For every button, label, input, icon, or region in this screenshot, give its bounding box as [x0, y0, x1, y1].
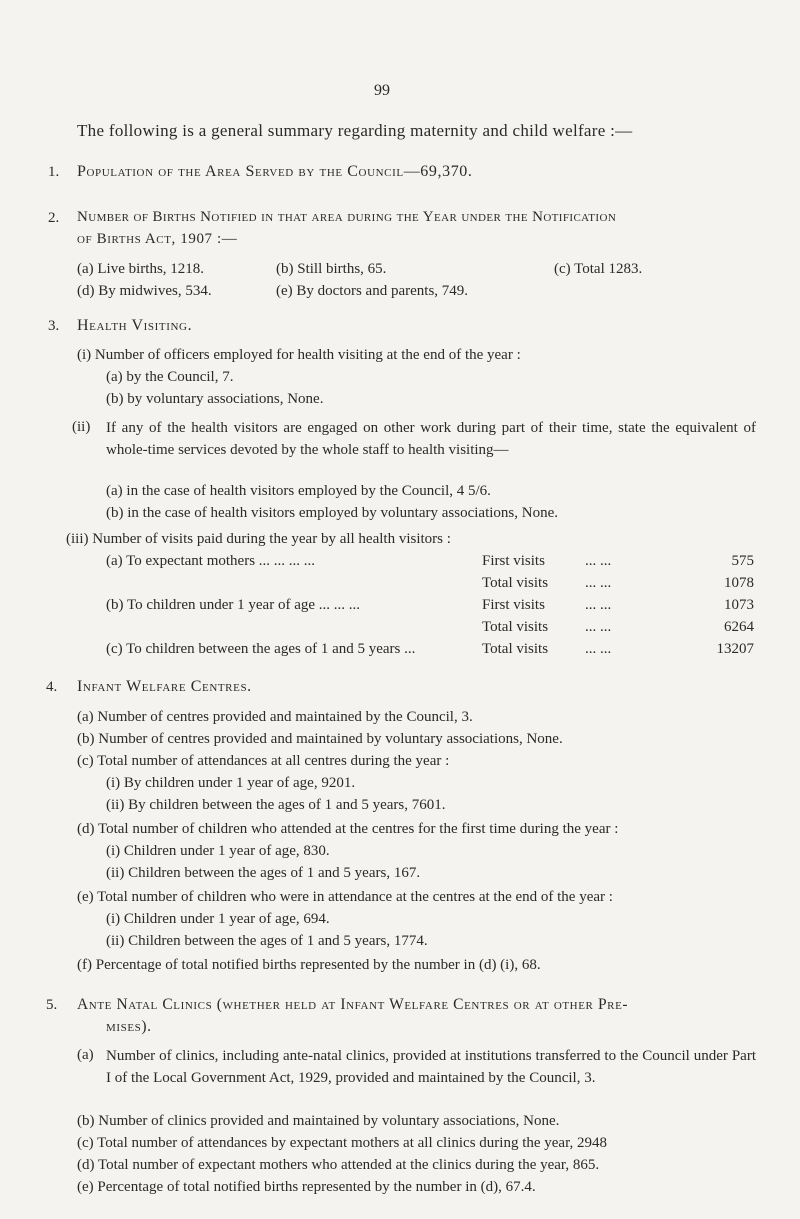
section-4-number: 4. [46, 679, 58, 695]
visits-dots: ... ... [585, 597, 612, 613]
section-4-d-i: (i) Children under 1 year of age, 830. [106, 843, 330, 859]
section-3-i-a: (a) by the Council, 7. [106, 369, 234, 385]
section-4-d-ii: (ii) Children between the ages of 1 and 5 years, 167. [106, 865, 421, 881]
section-2-heading-cont: of Births Act, 1907 :— [77, 231, 238, 247]
section-2-item-b: (b) Still births, 65. [276, 261, 387, 277]
visits-label: (b) To children under 1 year of age ... ... ... [106, 597, 361, 613]
section-4-c-i: (i) By children under 1 year of age, 9201. [106, 775, 356, 791]
visits-dots: ... ... [585, 553, 612, 569]
section-4-d: (d) Total number of children who attended at the centres for the first time during the year : [77, 821, 619, 837]
section-4-a: (a) Number of centres provided and maintained by the Council, 3. [77, 709, 473, 725]
visits-kind: First visits [482, 597, 545, 613]
section-4-f: (f) Percentage of total notified births represented by the number in (d) (i), 68. [77, 957, 541, 973]
section-2-item-a: (a) Live births, 1218. [77, 261, 205, 277]
section-3-ii-label: (ii) [72, 419, 91, 435]
visits-kind: Total visits [482, 575, 549, 591]
section-4-heading: Infant Welfare Centres. [77, 678, 252, 695]
section-1-number: 1. [48, 164, 60, 180]
visits-value: 6264 [724, 619, 754, 635]
section-3-iii: (iii) Number of visits paid during the year by all health visitors : [66, 531, 451, 547]
visits-row [0, 575, 800, 595]
visits-kind: Total visits [482, 619, 549, 635]
section-4-c: (c) Total number of attendances at all centres during the year : [77, 753, 450, 769]
section-2-heading: Number of Births Notified in that area during the Year under the Notification [77, 209, 617, 225]
section-5-b: (b) Number of clinics provided and maintained by voluntary associations, None. [77, 1113, 560, 1129]
section-5-number: 5. [46, 997, 58, 1013]
section-4-e-ii: (ii) Children between the ages of 1 and 5 years, 1774. [106, 933, 428, 949]
section-1-heading: Population of the Area Served by the Council—69,370. [77, 163, 473, 180]
section-4-b: (b) Number of centres provided and maintained by voluntary associations, None. [77, 731, 563, 747]
visits-value: 13207 [716, 641, 754, 657]
section-2-item-c: (c) Total 1283. [554, 261, 643, 277]
visits-kind: Total visits [482, 641, 549, 657]
visits-kind: First visits [482, 553, 545, 569]
section-2-number: 2. [48, 210, 60, 226]
section-3-i-b: (b) by voluntary associations, None. [106, 391, 324, 407]
section-2-item-e: (e) By doctors and parents, 749. [276, 283, 469, 299]
section-3-number: 3. [48, 318, 60, 334]
visits-value: 575 [731, 553, 754, 569]
visits-row [0, 553, 800, 573]
section-3-i: (i) Number of officers employed for health visiting at the end of the year : [77, 347, 521, 363]
section-4-e-i: (i) Children under 1 year of age, 694. [106, 911, 330, 927]
section-3-heading: Health Visiting. [77, 317, 193, 334]
section-4-e: (e) Total number of children who were in attendance at the centres at the end of the year : [77, 889, 613, 905]
section-5-heading: Ante Natal Clinics (whether held at Infant Welfare Centres or at other Pre- [77, 996, 629, 1013]
visits-value: 1073 [724, 597, 754, 613]
page-number: 99 [374, 82, 390, 99]
visits-label: (c) To children between the ages of 1 and 5 years ... [106, 641, 416, 657]
visits-dots: ... ... [585, 619, 612, 635]
visits-value: 1078 [724, 575, 754, 591]
section-5-a-text: Number of clinics, including ante-natal clinics, provided at institutions transferred to the Council under Part I of the Local Government Act, 1929, provided and maintained by the Council, 3. [106, 1048, 756, 1086]
section-4-c-ii: (ii) By children between the ages of 1 and 5 years, 7601. [106, 797, 446, 813]
section-5-e: (e) Percentage of total notified births represented by the number in (d), 67.4. [77, 1179, 536, 1195]
visits-row [0, 641, 800, 661]
visits-row [0, 597, 800, 617]
section-3-ii-a: (a) in the case of health visitors employed by the Council, 4 5/6. [106, 483, 491, 499]
visits-row [0, 619, 800, 639]
section-2-item-d: (d) By midwives, 534. [77, 283, 212, 299]
section-5-d: (d) Total number of expectant mothers who attended at the clinics during the year, 865. [77, 1157, 600, 1173]
section-3-ii-text: If any of the health visitors are engaged on other work during part of their time, state the equivalent of whole-time services devoted by the whole staff to health visiting— [106, 420, 756, 458]
section-3-ii-b: (b) in the case of health visitors employed by voluntary associations, None. [106, 505, 558, 521]
section-5-c: (c) Total number of attendances by expectant mothers at all clinics during the year, 2948 [77, 1135, 607, 1151]
intro-text: The following is a general summary regarding maternity and child welfare :— [77, 121, 633, 140]
visits-table [0, 553, 800, 663]
visits-label: (a) To expectant mothers ... ... ... ... [106, 553, 316, 569]
visits-dots: ... ... [585, 575, 612, 591]
section-5-a-label: (a) [77, 1047, 94, 1063]
visits-dots: ... ... [585, 641, 612, 657]
section-5-heading-cont: mises). [106, 1018, 152, 1035]
